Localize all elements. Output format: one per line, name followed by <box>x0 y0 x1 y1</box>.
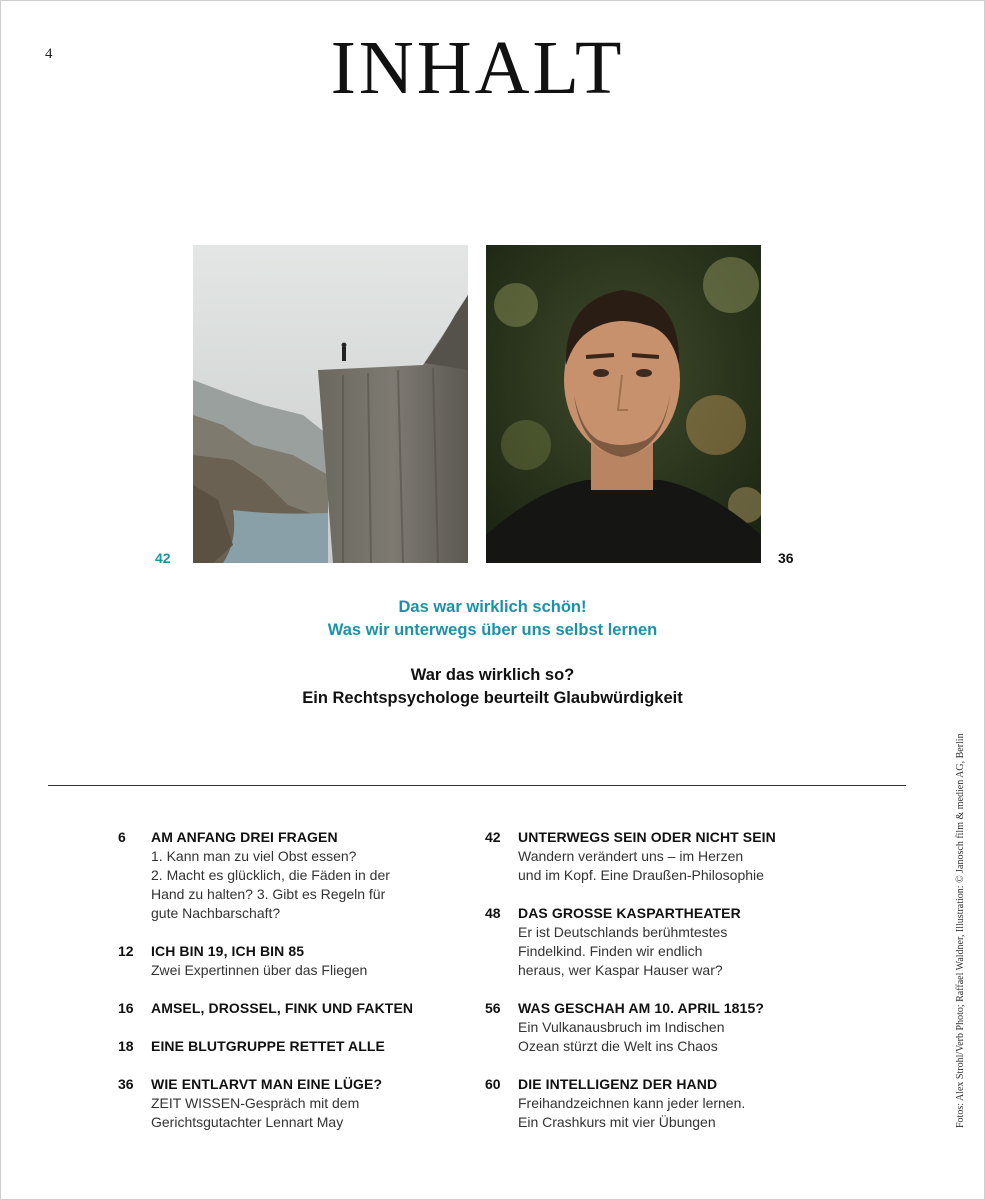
toc-page-number: 36 <box>118 1076 134 1092</box>
toc-page-number: 12 <box>118 943 134 959</box>
toc-description: ZEIT WISSEN-Gespräch mit dem <box>151 1095 360 1111</box>
toc-description: und im Kopf. Eine Draußen-Philosophie <box>518 867 764 883</box>
figure-left-page-ref: 42 <box>155 550 171 566</box>
toc-column-right <box>485 828 815 1151</box>
toc-description: Wandern verändert uns – im Herzen <box>518 848 744 864</box>
toc-title: DAS GROSSE KASPARTHEATER <box>518 905 741 921</box>
hiker-on-cliff-photo[interactable] <box>193 245 468 563</box>
toc-entry[interactable] <box>118 999 448 1018</box>
toc-entry[interactable] <box>485 904 815 980</box>
toc-title: UNTERWEGS SEIN ODER NICHT SEIN <box>518 829 776 845</box>
toc-entry[interactable] <box>118 828 448 923</box>
toc-entry[interactable] <box>485 828 815 885</box>
feature-teal-caption <box>0 596 985 642</box>
toc-description: gute Nachbarschaft? <box>151 905 281 921</box>
toc-description: Gerichtsgutachter Lennart May <box>151 1114 344 1130</box>
toc-page-number: 18 <box>118 1038 134 1054</box>
toc-title: AM ANFANG DREI FRAGEN <box>151 829 338 845</box>
toc-title: WAS GESCHAH AM 10. APRIL 1815? <box>518 1000 764 1016</box>
photo-credits: Fotos: Alex Strohl/Verb Photo; Raffael Waldner, Illustration: © Janosch film & medien AG, Berlin <box>955 733 966 1128</box>
toc-description: 2. Macht es glücklich, die Fäden in der <box>151 867 390 883</box>
toc-title: EINE BLUTGRUPPE RETTET ALLE <box>151 1038 385 1054</box>
portrait-man-photo[interactable] <box>486 245 761 563</box>
page-number: 4 <box>45 46 53 62</box>
toc-title: WIE ENTLARVT MAN EINE LÜGE? <box>151 1076 383 1092</box>
feature-dark-line1: War das wirklich so? <box>410 666 575 684</box>
toc-description: Zwei Expertinnen über das Fliegen <box>151 962 368 978</box>
toc-page-number: 6 <box>118 829 126 845</box>
toc-entry[interactable] <box>485 1075 815 1132</box>
toc-title: DIE INTELLIGENZ DER HAND <box>518 1076 718 1092</box>
toc-description: Ozean stürzt die Welt ins Chaos <box>518 1038 718 1054</box>
toc-description: 1. Kann man zu viel Obst essen? <box>151 848 357 864</box>
page-title: INHALT <box>330 26 625 110</box>
toc-description: Freihandzeichnen kann jeder lernen. <box>518 1095 746 1111</box>
toc-description: Ein Vulkanausbruch im Indischen <box>518 1019 725 1035</box>
toc-title: ICH BIN 19, ICH BIN 85 <box>151 943 305 959</box>
toc-entry[interactable] <box>118 1075 448 1132</box>
toc-description: heraus, wer Kaspar Hauser war? <box>518 962 723 978</box>
toc-page-number: 56 <box>485 1000 501 1016</box>
toc-title: AMSEL, DROSSEL, FINK UND FAKTEN <box>151 1000 414 1016</box>
feature-teal-line2: Was wir unterwegs über uns selbst lernen <box>327 621 658 639</box>
toc-description: Findelkind. Finden wir endlich <box>518 943 703 959</box>
toc-description: Ein Crashkurs mit vier Übungen <box>518 1114 716 1130</box>
toc-page-number: 60 <box>485 1076 501 1092</box>
toc-page-number: 16 <box>118 1000 134 1016</box>
toc-column-left <box>118 828 448 1151</box>
toc-entry[interactable] <box>485 999 815 1056</box>
feature-dark-line2: Ein Rechtspsychologe beurteilt Glaubwürdigkeit <box>302 689 683 707</box>
toc-description: Hand zu halten? 3. Gibt es Regeln für <box>151 886 386 902</box>
figure-right-page-ref: 36 <box>778 550 794 566</box>
section-divider <box>48 785 906 786</box>
toc-description: Er ist Deutschlands berühmtestes <box>518 924 728 940</box>
toc-entry[interactable] <box>118 942 448 980</box>
toc-page-number: 42 <box>485 829 501 845</box>
toc-page-number: 48 <box>485 905 501 921</box>
feature-dark-caption <box>0 664 985 710</box>
feature-teal-line1: Das war wirklich schön! <box>398 598 587 616</box>
toc-entry[interactable] <box>118 1037 448 1056</box>
